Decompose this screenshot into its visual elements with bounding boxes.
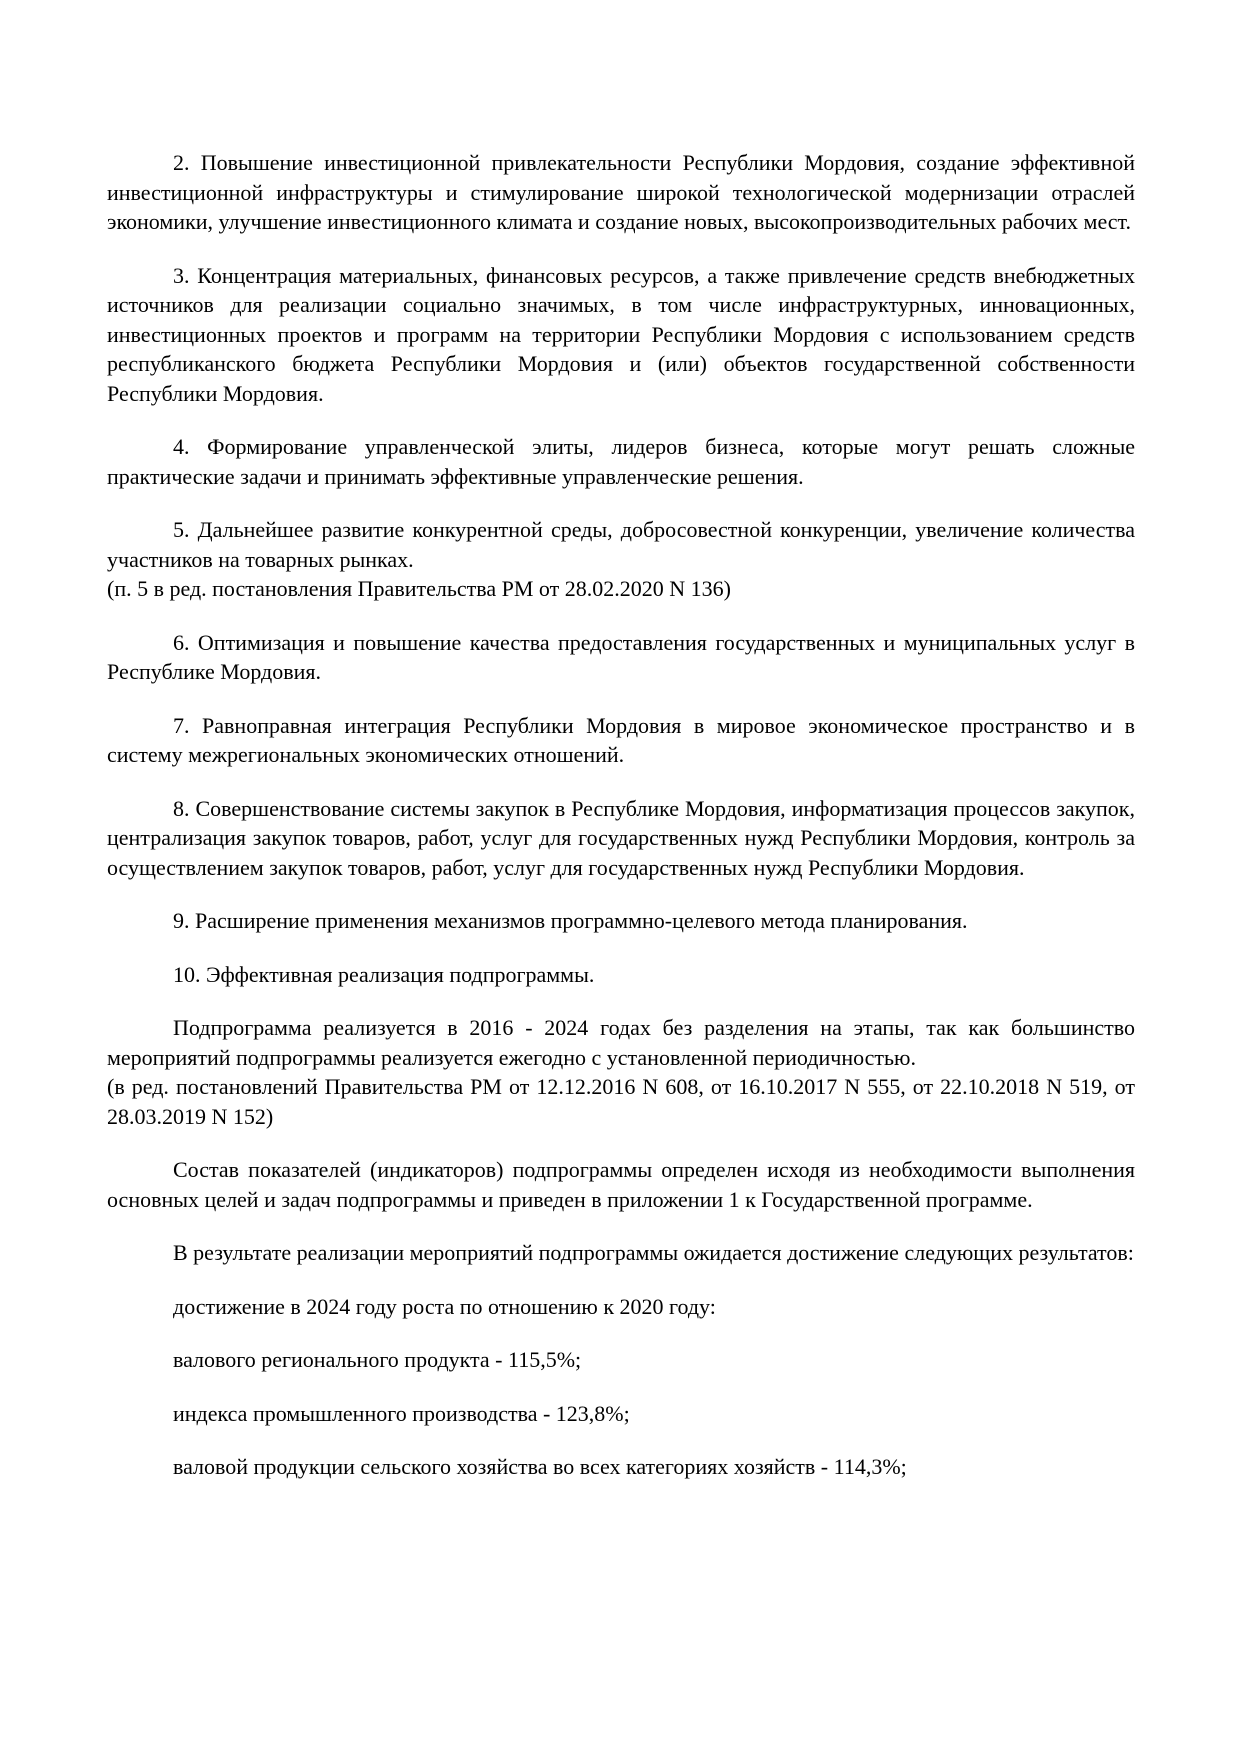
- paragraph-2: 2. Повышение инвестиционной привлекательности Республики Мордовия, создание эффективной инвестиционной инфраструктуры и стимулирование широкой технологической модернизации отраслей экономики, улучшение инвестиционного климата и создание новых, высокопроизводительных рабочих мест.: [107, 150, 1135, 234]
- paragraph-6: 6. Оптимизация и повышение качества предоставления государственных и муниципальных услуг в Республике Мордовия.: [107, 629, 1135, 684]
- paragraph-5: 5. Дальнейшее развитие конкурентной среды, добросовестной конкуренции, увеличение количества участников на товарных рынках.: [107, 517, 1135, 572]
- paragraph-10: 10. Эффективная реализация подпрограммы.: [173, 961, 595, 987]
- paragraph-grp-indicator: валового регионального продукта - 115,5%;: [173, 1347, 582, 1372]
- paragraph-3: 3. Концентрация материальных, финансовых ресурсов, а также привлечение средств внебюджетных источников для реализации социально значимых, в том числе инфраструктурных, инновационных, инвестиционных проектов и программ на территории Республики Мордовия с использованием средств республиканского бюджета Республики Мордовия и (или) объектов государственной собственности Республики Мордовия.: [107, 262, 1135, 406]
- paragraph-7: 7. Равноправная интеграция Республики Мордовия в мировое экономическое пространство и в систему межрегиональных экономических отношений.: [107, 712, 1135, 767]
- paragraph-8: 8. Совершенствование системы закупок в Республике Мордовия, информатизация процессов закупок, централизация закупок товаров, работ, услуг для государственных нужд Республики Мордовия, контроль за осуществлением закупок товаров, работ, услуг для государственных нужд Республики Мордовия.: [107, 795, 1135, 880]
- paragraph-expected-results: В результате реализации мероприятий подпрограммы ожидается достижение следующих результатов:: [173, 1240, 1134, 1265]
- paragraph-implementation-period: Подпрограмма реализуется в 2016 - 2024 годах без разделения на этапы, так как большинство мероприятий подпрограммы реализуется ежегодно с установленной периодичностью.: [107, 1015, 1135, 1070]
- paragraph-indicators: Состав показателей (индикаторов) подпрограммы определен исходя из необходимости выполнения основных целей и задач подпрограммы и приведен в приложении 1 к Государственной программе.: [107, 1157, 1135, 1212]
- paragraph-9: 9. Расширение применения механизмов программно-целевого метода планирования.: [173, 908, 968, 933]
- amendment-note-p5: (п. 5 в ред. постановления Правительства РМ от 28.02.2020 N 136): [107, 576, 731, 601]
- paragraph-4: 4. Формирование управленческой элиты, лидеров бизнеса, которые могут решать сложные практические задачи и принимать эффективные управленческие решения.: [107, 434, 1135, 489]
- paragraph-industrial-index: индекса промышленного производства - 123,8%;: [173, 1400, 630, 1426]
- paragraph-growth-2024: достижение в 2024 году роста по отношению к 2020 году:: [173, 1293, 716, 1319]
- paragraph-agriculture-output: валовой продукции сельского хозяйства во всех категориях хозяйств - 114,3%;: [173, 1454, 907, 1479]
- amendment-note-implementation: (в ред. постановлений Правительства РМ от 12.12.2016 N 608, от 16.10.2017 N 555, от 22.10.2018 N 519, от 28.03.2019 N 152): [107, 1074, 1135, 1129]
